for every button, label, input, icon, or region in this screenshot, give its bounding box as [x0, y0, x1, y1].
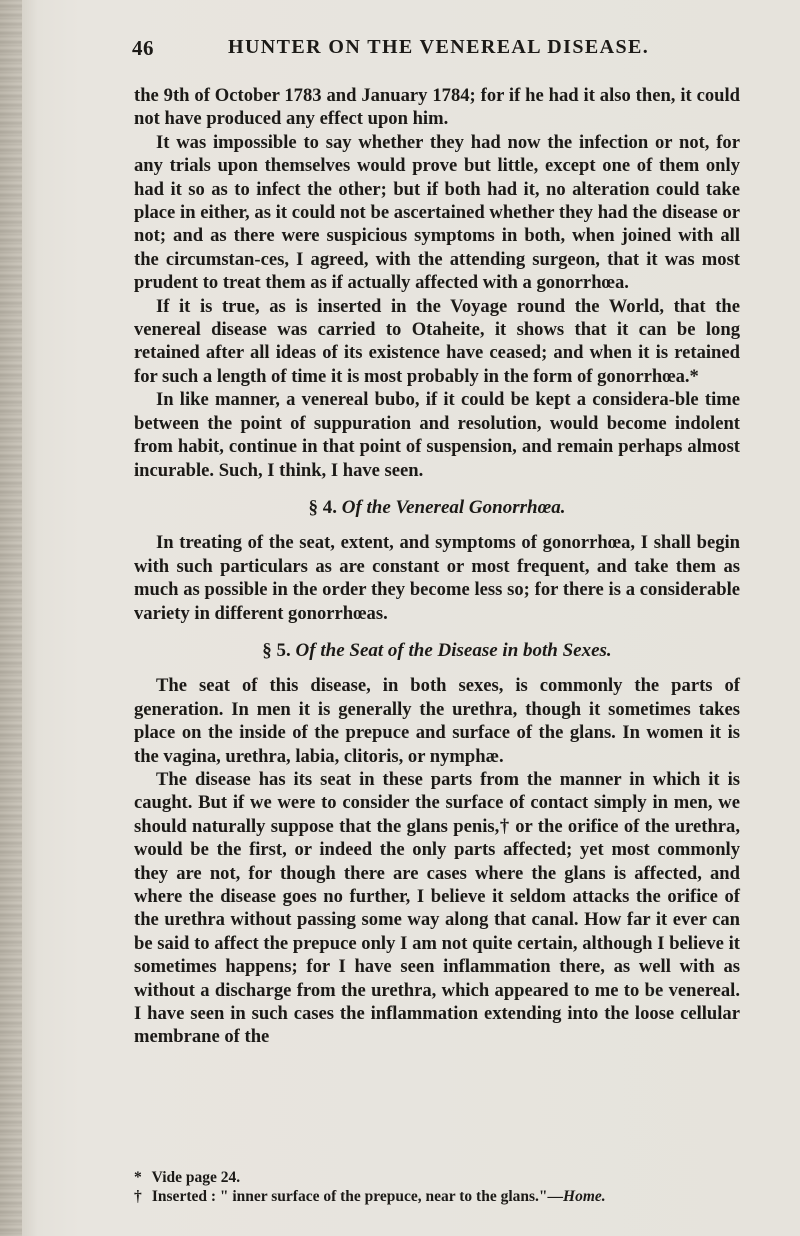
binding-gutter: [0, 0, 22, 1236]
footnote-mark: *: [134, 1169, 142, 1186]
paragraph: In treating of the seat, extent, and symptoms of gonorrhœa, I shall begin with such particulars as are constant or most frequent, and take them as much as possible in the order they become less so; for there is a considerable variety in different gonorrhœas.: [134, 532, 740, 624]
footnote: [134, 1187, 740, 1206]
footnote-mark: †: [134, 1188, 142, 1205]
section-number: § 5.: [262, 639, 291, 661]
section-title: Of the Venereal Gonorrhœa.: [341, 496, 566, 518]
footnote-credit: Home.: [563, 1188, 606, 1205]
footnote-text: Inserted : " inner surface of the prepuce, near to the glans."—: [151, 1188, 564, 1205]
paragraph: If it is true, as is inserted in the Voyage round the World, that the venereal disease was carried to Otaheite, it shows that it can be long retained after all ideas of its existence have ceased; and when it is retained for such a length of time it is most probably in the form of gonorrhœa.*: [134, 295, 740, 387]
section-title: Of the Seat of the Disease in both Sexes.: [295, 639, 612, 661]
paragraph: The disease has its seat in these parts from the manner in which it is caught. But if we were to consider the surface of contact simply in men, we should naturally suppose that the glans penis,† or the orifice of the urethra, would be the first, or indeed the only parts affected; yet most commonly they are not, for though there are cases where the glans is affected, and where the disease goes no further, I believe it seldom attacks the orifice of the urethra without passing some way along that canal. How far it ever can be said to affect the prepuce only I am not quite certain, although I believe it sometimes happens; for I have seen inflammation there, as well with as without a discharge from the urethra, which appeared to me to be venereal. I have seen in such cases the inflammation extending into the loose cellular membrane of the: [134, 768, 740, 1048]
body-text: [134, 84, 740, 1049]
paragraph: In like manner, a venereal bubo, if it could be kept a considera-ble time between the point of suppuration and resolution, would become indolent from habit, continue in that point of suspension, and remain perhaps almost incurable. Such, I think, I have seen.: [134, 389, 740, 481]
footnotes: [134, 1168, 740, 1206]
running-head: HUNTER ON THE VENEREAL DISEASE.: [228, 36, 650, 58]
section-heading: [134, 639, 740, 662]
paragraph: The seat of this disease, in both sexes, is commonly the parts of generation. In men it is generally the urethra, though it sometimes takes place on the inside of the prepuce and surface of the glans. In women it is the vagina, urethra, labia, clitoris, or nymphæ.: [134, 675, 740, 767]
footnote: [134, 1168, 740, 1187]
page-number: 46: [132, 36, 154, 60]
footnote-text: Vide page 24.: [151, 1169, 241, 1186]
section-number: § 4.: [308, 496, 337, 518]
section-heading: [134, 496, 740, 519]
page-header: [132, 36, 747, 66]
paragraph: the 9th of October 1783 and January 1784; for if he had it also then, it could not have produced any effect upon him.: [134, 85, 740, 130]
paragraph: It was impossible to say whether they had now the infection or not, for any trials upon themselves would prove but little, except one of them only had it so as to infect the other; but if both had it, no alteration could take place in either, as it could not be ascertained whether they had the disease or not; and as there were suspicious symptoms in both, when joined with all the circumstan-ces, I agreed, with the attending surgeon, that it was most prudent to treat them as if actually affected with a gonorrhœa.: [134, 131, 740, 294]
